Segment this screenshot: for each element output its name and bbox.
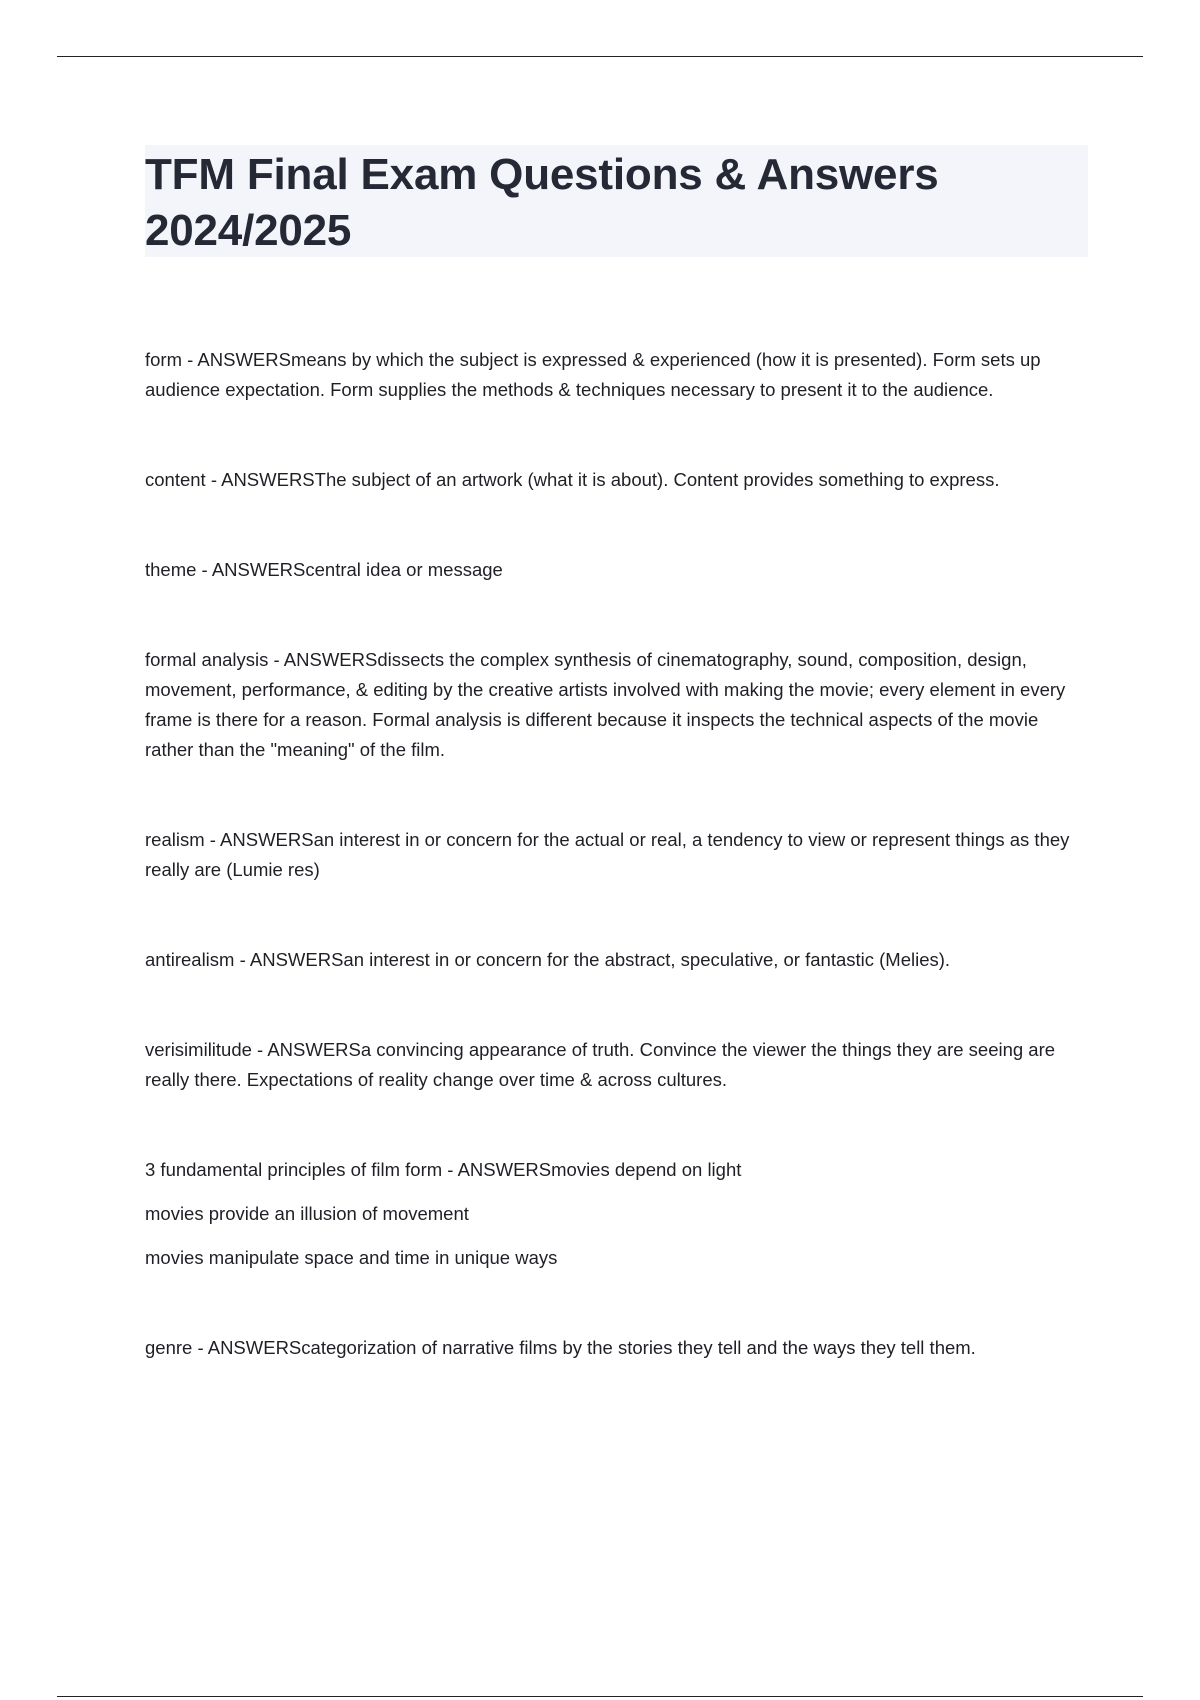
qa-entry-realism: realism - ANSWERSan interest in or concern for the actual or real, a tendency to view or represent things as they really are (Lumie res) [145, 829, 1070, 880]
top-rule [57, 56, 1143, 57]
qa-entries [145, 345, 1090, 1363]
qa-entry-verisimilitude: verisimilitude - ANSWERSa convincing appearance of truth. Convince the viewer the things they are seeing are really there. Expectations of reality change over time & across cultures. [145, 1039, 1056, 1090]
bottom-rule [57, 1696, 1143, 1697]
qa-entry-genre: genre - ANSWERScategorization of narrative films by the stories they tell and the ways they tell them. [145, 1337, 976, 1358]
title-block [145, 145, 1088, 257]
qa-entry-content: content - ANSWERSThe subject of an artwork (what it is about). Content provides something to express. [145, 469, 1000, 490]
principles-line-2: movies provide an illusion of movement [145, 1203, 469, 1224]
qa-entry-fundamental-principles [145, 1155, 1090, 1273]
qa-entry-form: form - ANSWERSmeans by which the subject is expressed & experienced (how it is presented). Form sets up audience expectation. Form supplies the methods & techniques necessary to present it to the audience. [145, 349, 1041, 400]
qa-entry-antirealism: antirealism - ANSWERSan interest in or concern for the abstract, speculative, or fantastic (Melies). [145, 949, 951, 970]
document-title: TFM Final Exam Questions & Answers 2024/2025 [145, 150, 939, 255]
qa-entry-theme: theme - ANSWERScentral idea or message [145, 559, 503, 580]
principles-line-1: 3 fundamental principles of film form - ANSWERSmovies depend on light [145, 1159, 742, 1180]
principles-line-3: movies manipulate space and time in unique ways [145, 1247, 558, 1268]
qa-entry-formal-analysis: formal analysis - ANSWERSdissects the complex synthesis of cinematography, sound, composition, design, movement, performance, & editing by the creative artists involved with making the movie; every element in every frame is there for a reason. Formal analysis is different because it inspects the technical aspects of the movie rather than the "meaning" of the film. [145, 649, 1066, 760]
